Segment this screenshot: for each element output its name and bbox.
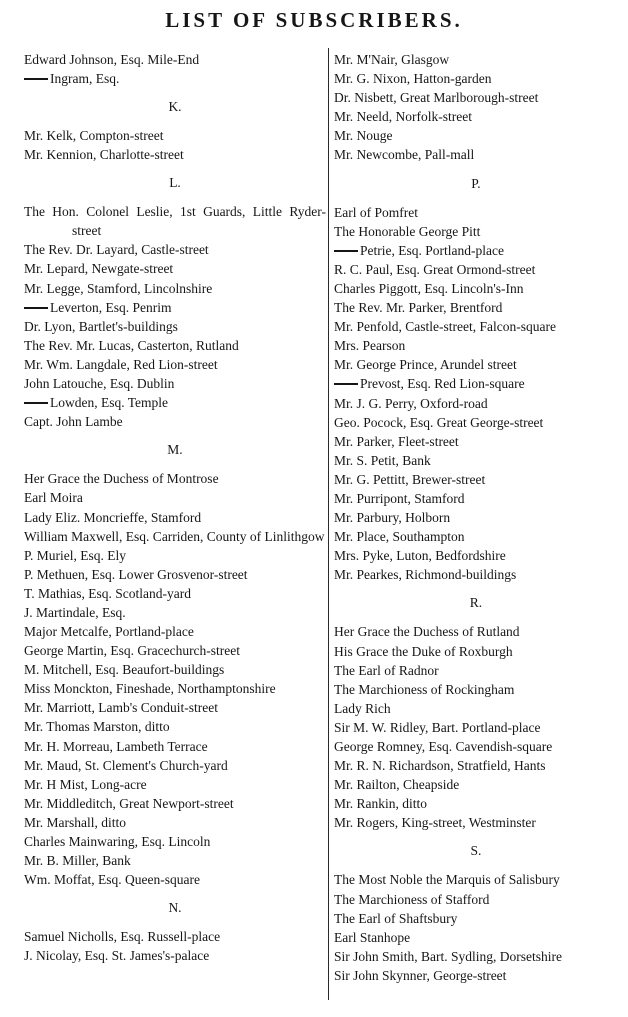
subscriber-text: Mr. Maud, St. Clement's Church-yard <box>24 757 228 773</box>
subscriber-text: Mr. Marshall, ditto <box>24 814 126 830</box>
name-omission-dash <box>334 250 358 252</box>
subscriber-entry <box>24 69 326 88</box>
subscriber-text: J. Martindale, Esq. <box>24 604 126 620</box>
subscriber-text: The Earl of Shaftsbury <box>334 910 458 926</box>
subscriber-text: Mr. R. N. Richardson, Stratfield, Hants <box>334 758 546 774</box>
subscriber-text: Mr. Pearkes, Richmond-buildings <box>334 567 517 583</box>
subscriber-text: Capt. John Lambe <box>24 414 123 430</box>
subscriber-text: George Romney, Esq. Cavendish-square <box>334 739 553 754</box>
subscriber-text: M. Mitchell, Esq. Beaufort-buildings <box>24 662 225 678</box>
subscriber-text: Mr. Newcombe, Pall-mall <box>334 147 475 163</box>
subscriber-text: The Rev. Dr. Layard, Castle-street <box>24 242 209 258</box>
subscriber-text: Mrs. Pyke, Luton, Bedfordshire <box>334 548 506 564</box>
subscriber-entry <box>334 546 618 565</box>
subscriber-text: Mr. Kennion, Charlotte-street <box>24 147 184 163</box>
subscriber-entry <box>334 794 618 813</box>
subscriber-entry <box>334 203 618 222</box>
page-title: LIST OF SUBSCRIBERS. <box>165 8 463 32</box>
subscriber-entry <box>24 946 326 965</box>
subscriber-text: William Maxwell, Esq. Carriden, County of Linlithgow <box>24 528 325 544</box>
subscriber-entry <box>334 355 618 374</box>
subscriber-entry <box>334 88 618 107</box>
subscriber-text: Wm. Moffat, Esq. Queen-square <box>24 872 200 888</box>
subscriber-text: Earl Moira <box>24 490 83 506</box>
subscriber-text: The Rev. Mr. Lucas, Casterton, Rutland <box>24 337 239 353</box>
subscriber-text: Sir M. W. Ridley, Bart. Portland-place <box>334 719 541 735</box>
subscriber-entry <box>24 202 326 240</box>
subscriber-entry <box>334 661 618 680</box>
subscriber-entry <box>24 660 326 679</box>
subscriber-entry <box>24 259 326 278</box>
subscriber-entry <box>334 527 618 546</box>
subscriber-text: Mr. Marriott, Lamb's Conduit-street <box>24 700 219 716</box>
subscriber-text: Ingram, Esq. <box>50 71 120 87</box>
subscriber-text: Dr. Lyon, Bartlet's-buildings <box>24 318 178 334</box>
subscriber-text: Mr. B. Miller, Bank <box>24 853 131 869</box>
subscriber-text: Mr. Middleditch, Great Newport-street <box>24 795 234 811</box>
name-omission-dash <box>24 402 48 404</box>
section-letter-header: N. <box>168 900 182 916</box>
subscriber-text: Mr. Wm. Langdale, Red Lion-street <box>24 356 218 372</box>
subscriber-text: Sir John Skynner, George-street <box>334 967 507 983</box>
subscriber-entry <box>334 966 618 985</box>
subscriber-entry <box>334 642 618 661</box>
subscriber-entry <box>334 680 618 699</box>
subscriber-entry <box>334 374 618 393</box>
subscriber-text: Mr. Rogers, King-street, Westminster <box>334 815 536 831</box>
subscriber-entry <box>24 756 326 775</box>
subscriber-entry <box>24 794 326 813</box>
subscriber-text: Mr. Parker, Fleet-street <box>334 433 459 449</box>
subscriber-entry <box>24 603 326 622</box>
subscriber-entry <box>334 394 618 413</box>
subscriber-text: Mr. Legge, Stamford, Lincolnshire <box>24 280 213 296</box>
subscriber-text: Mr. G. Nixon, Hatton-garden <box>334 71 492 87</box>
subscriber-entry <box>334 50 618 69</box>
column-divider <box>328 48 329 1000</box>
subscriber-entry <box>334 107 618 126</box>
subscriber-text: Charles Mainwaring, Esq. Lincoln <box>24 834 211 849</box>
subscriber-entry <box>334 279 618 298</box>
subscriber-entry <box>334 451 618 470</box>
subscriber-text: His Grace the Duke of Roxburgh <box>334 643 513 659</box>
section-letter-header: K. <box>168 99 182 115</box>
subscriber-text: R. C. Paul, Esq. Great Ormond-street <box>334 261 536 277</box>
subscriber-text: The Earl of Radnor <box>334 662 439 678</box>
subscriber-entry <box>24 240 326 259</box>
subscriber-entry <box>334 699 618 718</box>
subscriber-text: Mr. Railton, Cheapside <box>334 777 460 793</box>
section-letter-header: S. <box>470 843 482 859</box>
subscriber-entry <box>24 775 326 794</box>
subscriber-text: Mr. Purripont, Stamford <box>334 490 465 506</box>
subscriber-entry <box>334 508 618 527</box>
subscriber-entry <box>24 584 326 603</box>
subscriber-text: The Marchioness of Stafford <box>334 891 490 907</box>
subscriber-text: John Latouche, Esq. Dublin <box>24 376 175 392</box>
subscriber-entry <box>24 393 326 412</box>
subscriber-entry <box>334 470 618 489</box>
subscriber-entry <box>334 336 618 355</box>
subscriber-text: Miss Monckton, Fineshade, Northamptonshire <box>24 681 276 697</box>
subscriber-text: Mr. Penfold, Castle-street, Falcon-square <box>334 319 556 335</box>
subscriber-entry <box>24 698 326 717</box>
subscriber-text: Sir John Smith, Bart. Sydling, Dorsetshire <box>334 948 563 964</box>
subscriber-entry <box>24 641 326 660</box>
subscriber-entry <box>24 469 326 488</box>
subscriber-entry <box>24 508 326 527</box>
subscriber-entry <box>24 355 326 374</box>
subscriber-text: Charles Piggott, Esq. Lincoln's-Inn <box>334 280 524 296</box>
section-letter-header: M. <box>167 442 183 458</box>
subscriber-text: P. Methuen, Esq. Lower Grosvenor-street <box>24 566 248 582</box>
name-omission-dash <box>24 78 48 80</box>
subscriber-text: Lady Rich <box>334 700 391 716</box>
subscriber-text: Her Grace the Duchess of Montrose <box>24 471 219 487</box>
subscriber-entry <box>24 870 326 889</box>
subscriber-text: Prevost, Esq. Red Lion-square <box>360 376 525 392</box>
subscriber-entry <box>24 412 326 431</box>
subscriber-text: Mr. Rankin, ditto <box>334 796 428 812</box>
subscriber-entry <box>334 756 618 775</box>
subscriber-text: Geo. Pocock, Esq. Great George-street <box>334 414 544 430</box>
subscriber-text: Lady Eliz. Moncrieffe, Stamford <box>24 509 202 525</box>
subscriber-text: Mr. Neeld, Norfolk-street <box>334 109 472 125</box>
name-omission-dash <box>334 383 358 385</box>
subscriber-entry <box>334 813 618 832</box>
subscriber-text: Mr. Parbury, Holborn <box>334 510 451 526</box>
subscriber-entry <box>24 622 326 641</box>
subscriber-entry <box>334 909 618 928</box>
subscriber-text: The Hon. Colonel Leslie, 1st Guards, Little Ryder-street <box>24 204 326 239</box>
subscriber-text: Mr. Thomas Marston, ditto <box>24 719 170 735</box>
subscriber-text: Mr. Nouge <box>334 128 393 144</box>
subscriber-text: The Marchioness of Rockingham <box>334 681 515 697</box>
subscriber-text: Major Metcalfe, Portland-place <box>24 623 194 639</box>
subscriber-entry <box>334 737 618 756</box>
subscriber-text: Leverton, Esq. Penrim <box>50 299 172 315</box>
subscriber-entry <box>334 241 618 260</box>
subscriber-entry <box>334 775 618 794</box>
subscriber-entry <box>24 298 326 317</box>
section-letter-header: L. <box>169 175 181 191</box>
subscriber-text: Mr. G. Pettitt, Brewer-street <box>334 471 486 487</box>
subscriber-entry <box>334 928 618 947</box>
subscriber-text: Mr. J. G. Perry, Oxford-road <box>334 395 488 411</box>
subscriber-text: Mr. H Mist, Long-acre <box>24 776 147 792</box>
subscriber-entry <box>334 260 618 279</box>
subscriber-entry <box>334 947 618 966</box>
subscriber-entry <box>334 298 618 317</box>
subscriber-entry <box>24 145 326 164</box>
subscriber-text: Earl of Pomfret <box>334 204 418 220</box>
subscriber-entry <box>334 413 618 432</box>
subscriber-text: Mr. Kelk, Compton-street <box>24 128 164 144</box>
right-column <box>334 50 618 985</box>
subscriber-text: Mr. M'Nair, Glasgow <box>334 52 450 67</box>
subscriber-text: T. Mathias, Esq. Scotland-yard <box>24 585 191 601</box>
subscriber-entry <box>334 489 618 508</box>
subscriber-text: Mr. H. Morreau, Lambeth Terrace <box>24 738 208 754</box>
section-letter-header: P. <box>471 175 481 191</box>
subscriber-entry <box>24 126 326 145</box>
subscriber-entry <box>24 317 326 336</box>
subscriber-entry <box>334 432 618 451</box>
subscriber-entry <box>334 69 618 88</box>
subscriber-entry <box>334 317 618 336</box>
subscriber-entry <box>334 565 618 584</box>
subscriber-text: Earl Stanhope <box>334 929 411 945</box>
subscriber-text: Her Grace the Duchess of Rutland <box>334 624 520 640</box>
subscriber-entry <box>24 565 326 584</box>
subscriber-text: Mr. Lepard, Newgate-street <box>24 261 174 277</box>
subscriber-entry <box>24 851 326 870</box>
subscriber-entry <box>24 279 326 298</box>
subscriber-entry <box>334 622 618 641</box>
subscriber-text: Lowden, Esq. Temple <box>50 395 169 411</box>
subscriber-entry <box>24 717 326 736</box>
subscriber-entry <box>24 546 326 565</box>
subscriber-entry <box>334 890 618 909</box>
subscriber-text: Dr. Nisbett, Great Marlborough-street <box>334 90 539 106</box>
subscriber-text: J. Nicolay, Esq. St. James's-palace <box>24 948 210 964</box>
section-letter-header: R. <box>469 595 483 611</box>
left-column <box>24 50 326 965</box>
subscriber-text: The Rev. Mr. Parker, Brentford <box>334 300 503 316</box>
subscriber-text: The Most Noble the Marquis of Salisbury <box>334 872 560 888</box>
subscriber-entry <box>334 222 618 241</box>
subscriber-entry <box>24 679 326 698</box>
subscriber-entry <box>24 336 326 355</box>
subscriber-text: P. Muriel, Esq. Ely <box>24 547 127 563</box>
subscriber-entry <box>334 718 618 737</box>
subscriber-text: Mr. George Prince, Arundel street <box>334 357 517 373</box>
subscriber-text: George Martin, Esq. Gracechurch-street <box>24 643 241 659</box>
subscriber-text: Samuel Nicholls, Esq. Russell-place <box>24 929 221 945</box>
subscriber-entry <box>24 832 326 851</box>
subscriber-entry <box>24 813 326 832</box>
subscriber-entry <box>24 927 326 946</box>
subscriber-entry <box>334 126 618 145</box>
subscriber-entry <box>24 374 326 393</box>
subscriber-entry <box>334 870 618 889</box>
subscriber-text: Mrs. Pearson <box>334 338 406 354</box>
subscriber-entry <box>24 50 326 69</box>
subscriber-entry <box>334 145 618 164</box>
subscriber-text: The Honorable George Pitt <box>334 223 481 239</box>
subscriber-entry <box>24 488 326 507</box>
name-omission-dash <box>24 307 48 309</box>
subscriber-text: Edward Johnson, Esq. Mile-End <box>24 52 200 67</box>
subscriber-text: Mr. S. Petit, Bank <box>334 452 431 468</box>
subscriber-entry <box>24 527 326 546</box>
subscriber-text: Petrie, Esq. Portland-place <box>360 242 504 258</box>
subscriber-text: Mr. Place, Southampton <box>334 529 465 545</box>
subscriber-entry <box>24 737 326 756</box>
